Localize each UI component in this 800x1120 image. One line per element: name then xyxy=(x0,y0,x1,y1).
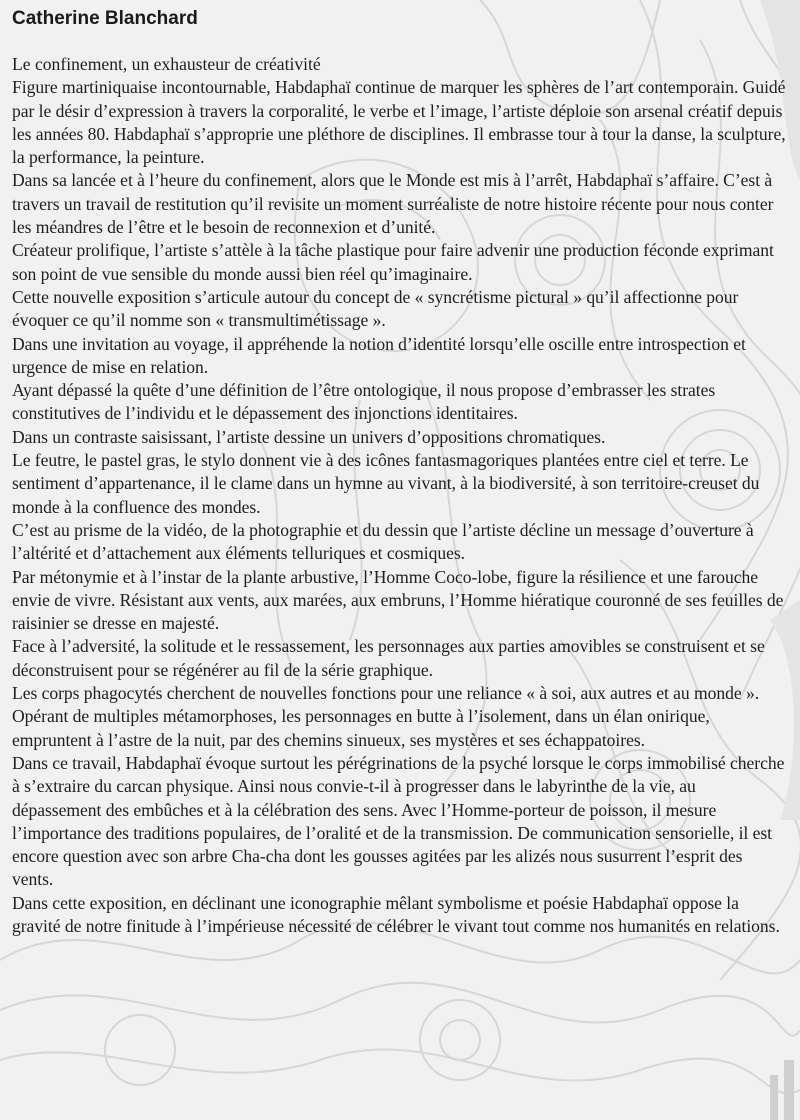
article-body xyxy=(12,76,788,938)
article-title: Le confinement, un exhausteur de créativité xyxy=(12,54,321,74)
paragraph: Le feutre, le pastel gras, le stylo donnent vie à des icônes fantasmagoriques plantées entre ciel et terre. Le sentiment d’appartenance, il le clame dans un hymne au vivant, à la biodiversité, à son territoire-creuset du monde à la confluence des mondes. xyxy=(12,450,760,517)
paragraph: Dans un contraste saisissant, l’artiste dessine un univers d’oppositions chromatiques. xyxy=(12,426,606,447)
paragraph: Dans ce travail, Habdaphaï évoque surtout les pérégrinations de la psyché lorsque le corps immobilisé cherche à s’extraire du carcan physique. Ainsi nous convie-t-il à progresser dans le labyrinthe de la vie, au dépassement des embûches et à la célébration des sens. Avec l’Homme-porteur de poisson, il mesure l’importance des traditions populaires, de l’oralité et de la transmission. De communication sensorielle, il est encore question avec son arbre Cha-cha dont les gousses agitées par les alizés nous susurrent l’esprit des vents. xyxy=(12,752,785,890)
author-name: Catherine Blanchard xyxy=(12,8,198,29)
paragraph: Dans sa lancée et à l’heure du confinement, alors que le Monde est mis à l’arrêt, Habdaphaï s’affaire. C’est à travers un travail de restitution qu’il revisite un moment surréaliste de notre histoire récente pour nous conter les méandres de l’être et le besoin de reconnexion et d’unité. xyxy=(12,170,774,238)
paragraph: Par métonymie et à l’instar de la plante arbustive, l’Homme Coco-lobe, figure la résilience et une farouche envie de vivre. Résistant aux vents, aux marées, aux embruns, l’Homme hiératique couronné de ses feuilles de raisinier se dresse en majesté. xyxy=(12,566,784,634)
paragraph: C’est au prisme de la vidéo, de la photographie et du dessin que l’artiste décline un message d’ouverture à l’altérité et d’attachement aux éléments telluriques et cosmiques. xyxy=(12,519,754,564)
paragraph: Dans cette exposition, en déclinant une iconographie mêlant symbolisme et poésie Habdaphaï oppose la gravité de notre finitude à l’impérieuse nécessité de célébrer le vivant tout comme nos humanités en relations. xyxy=(12,892,780,936)
paragraph: Créateur prolifique, l’artiste s’attèle à la tâche plastique pour faire advenir une production féconde exprimant son point de vue sensible du monde aussi bien réel qu’imaginaire. xyxy=(12,240,774,284)
paragraph: Figure martiniquaise incontournable, Habdaphaï continue de marquer les sphères de l’art contemporain. Guidé par le désir d’expression à travers la corporalité, le verbe et l’image, l’artiste déploie son arsenal créatif depuis les années 80. Habdaphaï s’approprie une pléthore de disciplines. Il embrasse tour à tour la danse, la sculpture, la performance, la peinture. xyxy=(12,77,786,168)
paragraph: Ayant dépassé la quête d’une définition de l’être ontologique, il nous propose d’embrasser les strates constitutives de l’individu et le dépassement des injonctions identitaires. xyxy=(12,380,716,424)
paragraph: Face à l’adversité, la solitude et le ressassement, les personnages aux parties amovibles se construisent et se déconstruisent pour se régénérer au fil de la série graphique. xyxy=(12,636,765,680)
paragraph: Opérant de multiples métamorphoses, les personnages en butte à l’isolement, dans un élan onirique, empruntent à l’astre de la nuit, par des chemins sinueux, ses mystères et ses échappatoires. xyxy=(12,706,710,750)
paragraph: Dans une invitation au voyage, il appréhende la notion d’identité lorsqu’elle oscille entre introspection et urgence de mise en relation. xyxy=(12,333,746,377)
paragraph: Cette nouvelle exposition s’articule autour du concept de « syncrétisme pictural » qu’il affectionne pour évoquer ce qu’il nomme son « transmultimétissage ». xyxy=(12,286,739,331)
paragraph: Les corps phagocytés cherchent de nouvelles fonctions pour une reliance « à soi, aux autres et au monde ». xyxy=(12,683,760,704)
